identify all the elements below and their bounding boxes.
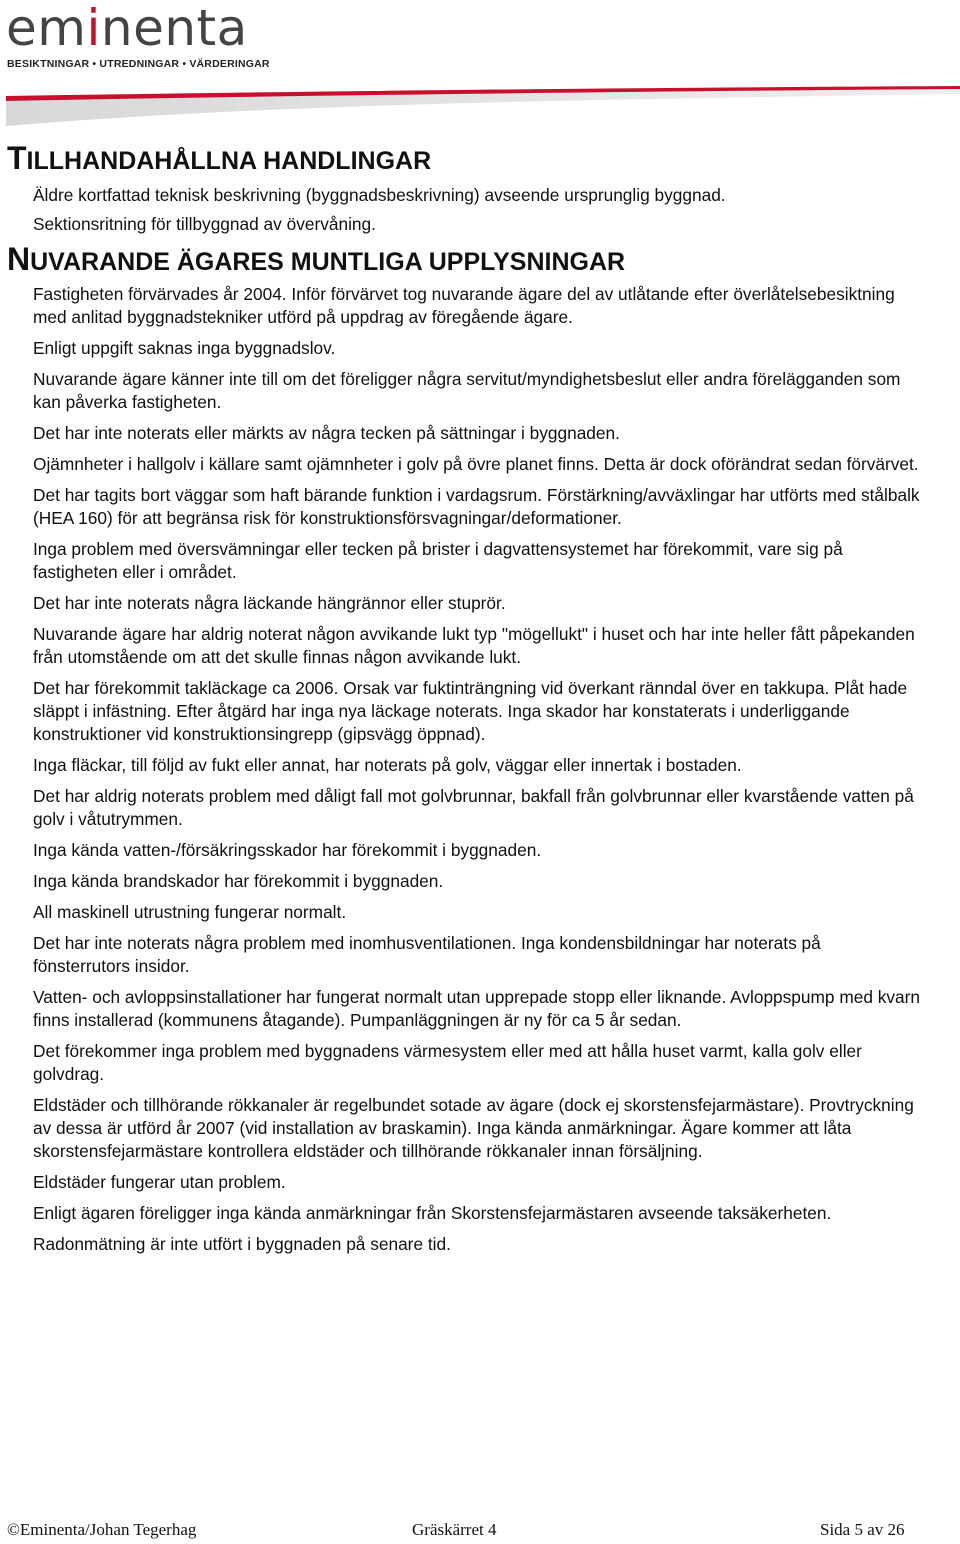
paragraph: Enligt uppgift saknas inga byggnadslov. <box>33 338 336 358</box>
logo-tagline: BESIKTNINGAR • UTREDNINGAR • VÄRDERINGAR <box>7 58 270 70</box>
header-decorative-band <box>6 86 960 126</box>
paragraph: Inga kända vatten-/försäkringsskador har förekommit i byggnaden. <box>33 840 542 860</box>
paragraph: Ojämnheter i hallgolv i källare samt ojämnheter i golv på övre planet finns. Detta är dock oförändrat sedan förvärvet. <box>33 454 919 474</box>
document-body <box>0 140 960 1256</box>
footer-copyright: ©Eminenta/Johan Tegerhag <box>7 1520 197 1539</box>
paragraph: Fastigheten förvärvades år 2004. Inför förvärvet tog nuvarande ägare del av utlåtande efter överlåtelsebesiktning med anlitad byggnadstekniker utförd på uppdrag av föregående ägare. <box>33 284 895 327</box>
logo-wordmark-accent-i: i <box>86 0 101 57</box>
page-footer <box>0 1520 960 1544</box>
paragraph: Vatten- och avloppsinstallationer har fungerat normalt utan upprepade stopp eller liknande. Avloppspump med kvarn finns installerad (kommunens åtagande). Pumpanläggningen är ny för ca 5 år sedan. <box>33 987 921 1030</box>
section-heading: TILLHANDAHÅLLNA HANDLINGAR <box>7 140 432 176</box>
paragraph: Inga kända brandskador har förekommit i byggnaden. <box>33 871 444 891</box>
logo-wordmark-start: em <box>6 0 87 57</box>
paragraph: Inga problem med översvämningar eller tecken på brister i dagvattensystemet har förekommit, vare sig på fastigheten eller i området. <box>33 539 843 582</box>
logo-wordmark-end: nenta <box>100 0 248 57</box>
paragraph: Radonmätning är inte utfört i byggnaden på senare tid. <box>33 1234 451 1254</box>
paragraph: Eldstäder fungerar utan problem. <box>33 1172 286 1192</box>
paragraph: Det har inte noterats några läckande hängrännor eller stuprör. <box>33 593 506 613</box>
paragraph: Det har aldrig noterats problem med dåligt fall mot golvbrunnar, bakfall från golvbrunnar eller kvarstående vatten på golv i våtutrymmen. <box>33 786 914 829</box>
paragraph: Sektionsritning för tillbyggnad av övervåning. <box>33 214 376 234</box>
paragraph: Det har förekommit takläckage ca 2006. Orsak var fuktinträngning vid överkant ränndal över en takkupa. Plåt hade släppt i infästning. Efter åtgärd har inga nya läckage noterats. Inga skador har konstaterats i underliggande konstruktioner vid konstruktionsingrepp (gipsvägg öppnad). <box>33 678 908 744</box>
paragraph: Det har tagits bort väggar som haft bärande funktion i vardagsrum. Förstärkning/avväxlingar har utförts med stålbalk (HEA 160) för att begränsa risk för konstruktionsförsvagningar/deformationer. <box>33 485 920 528</box>
paragraph: Nuvarande ägare har aldrig noterat någon avvikande lukt typ "mögellukt" i huset och har inte heller fått påpekanden från utomstående om att det skulle finnas någon avvikande lukt. <box>33 624 915 667</box>
paragraph: Det har inte noterats eller märkts av några tecken på sättningar i byggnaden. <box>33 423 620 443</box>
footer-page-number: Sida 5 av 26 <box>820 1520 905 1539</box>
paragraph: Enligt ägaren föreligger inga kända anmärkningar från Skorstensfejarmästaren avseende taksäkerheten. <box>33 1203 832 1223</box>
paragraph: Äldre kortfattad teknisk beskrivning (byggnadsbeskrivning) avseende ursprunglig byggnad. <box>33 185 726 205</box>
paragraph: Det förekommer inga problem med byggnadens värmesystem eller med att hålla huset varmt, kalla golv eller golvdrag. <box>33 1041 862 1084</box>
footer-property-name: Gräskärret 4 <box>412 1520 497 1539</box>
paragraph: Nuvarande ägare känner inte till om det föreligger några servitut/myndighetsbeslut eller andra förelägganden som kan påverka fastigheten. <box>33 369 901 412</box>
company-logo <box>6 2 346 72</box>
paragraph: Det har inte noterats några problem med inomhusventilationen. Inga kondensbildningar har noterats på fönsterrutors insidor. <box>33 933 821 976</box>
paragraph: Inga fläckar, till följd av fukt eller annat, har noterats på golv, väggar eller innertak i bostaden. <box>33 755 742 775</box>
paragraph: Eldstäder och tillhörande rökkanaler är regelbundet sotade av ägare (dock ej skorstensfejarmästare). Provtryckning av dessa är utförd år 2007 (vid installation av braskamin). Inga kända anmärkningar. Ägare kommer att låta skorstensfejarmästare kontrollera eldstäder och tillhörande rökkanaler innan försäljning. <box>33 1095 914 1161</box>
logo-wordmark <box>6 0 248 57</box>
section-heading: NUVARANDE ÄGARES MUNTLIGA UPPLYSNINGAR <box>7 241 626 277</box>
paragraph: All maskinell utrustning fungerar normalt. <box>33 902 347 922</box>
